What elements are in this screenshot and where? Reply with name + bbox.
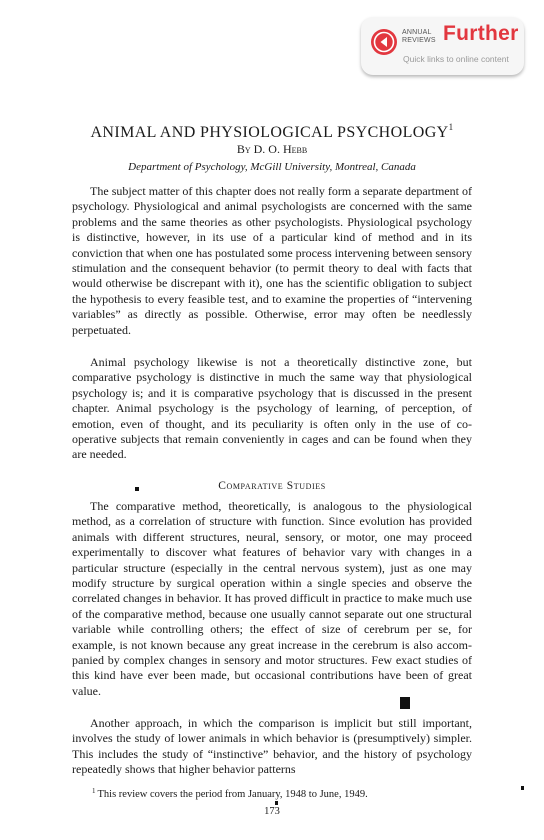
play-circle-icon: [370, 28, 398, 56]
badge-subtitle[interactable]: Quick links to online content: [403, 54, 509, 64]
annual-reviews-further-badge[interactable]: [361, 17, 524, 75]
scan-speck: [521, 786, 524, 790]
byline: [0, 142, 544, 156]
badge-brand-line1: ANNUAL: [402, 29, 432, 36]
footnote: [92, 785, 472, 801]
scan-speck: [275, 801, 278, 805]
section-heading: Comparative Studies: [218, 480, 326, 492]
scan-speck: [400, 697, 410, 709]
footnote-marker: 1: [92, 787, 96, 795]
article-title-text: ANIMAL AND PHYSIOLOGICAL PSYCHOLOGY: [90, 124, 449, 141]
byline-by: By: [236, 142, 251, 156]
article-title: [0, 118, 544, 142]
title-footnote-marker: 1: [448, 122, 454, 132]
badge-further-label: Further: [443, 22, 519, 45]
section-paragraph-1: The comparative method, theoretically, is analogous to the physiological method, as a correlation of structure with function. Since evolution has provided animals with different structures, neural, sensory, or motor, one may proceed experimentally to discover what features of behavior vary with changes in a particular structure (especially in the central nervous system), just as one may modify structure by surgical operation within a single species and observe the correlated changes in behavior. It has proved difficult in practice to make much use of the comparative method, because one usually cannot separate out one structural variable while controlling others; the effect of size of cerebrum per se, for example, is not known because any great increase in the cerebrum is also accompanied by complex changes in sensory and motor structures. Few exact studies of this kind have ever been made, but occasional contributions have been of great value.: [72, 499, 472, 698]
footnote-text: This review covers the period from January, 1948 to June, 1949.: [97, 789, 368, 800]
intro-paragraph-2: Animal psychology likewise is not a theoretically distinctive zone, but comparative psychology is distinctive in much the same way that physiological psychology is; and it is comparative psychology that is discussed in the present chapter. Animal psychology is the psychology of learning, of perception, of emotion, even of thought, and its peculiarity is often only in the use of co-operative subjects that remain conveniently in cages and can be found when they are needed.: [72, 355, 472, 462]
page-number: 173: [264, 806, 280, 817]
badge-brand-line2: REVIEWS: [402, 37, 436, 44]
author-affiliation: Department of Psychology, McGill University, Montreal, Canada: [128, 161, 416, 173]
author-name: D. O. Hebb: [253, 142, 308, 156]
scan-speck: [135, 487, 139, 491]
intro-paragraph-1: The subject matter of this chapter does not really form a separate department of psychology. Physiological and animal psychologists are concerned with the same problems and the same theories as other psychologists. Physiological psychology is distinctive, however, in its use of a particular kind of method and in its conviction that when one has postulated some process intervening between sensory stimulation and the consequent behavior (to permit theory to deal with facts that would otherwise be discrepant with it), one has the scientific obligation to subject the hypothesis to every feasible test, and to examine the properties of “intervening variables” as directly as possible. Otherwise, error may often be needlessly perpetuated.: [72, 184, 472, 337]
badge-brand: [402, 29, 436, 45]
section-paragraph-2: Another approach, in which the comparison is implicit but still important, involves the study of lower animals in which behavior is (presumptively) simpler. This includes the study of “instinctive” behavior, and the history of psychology repeatedly shows that higher behavior patterns: [72, 716, 472, 777]
